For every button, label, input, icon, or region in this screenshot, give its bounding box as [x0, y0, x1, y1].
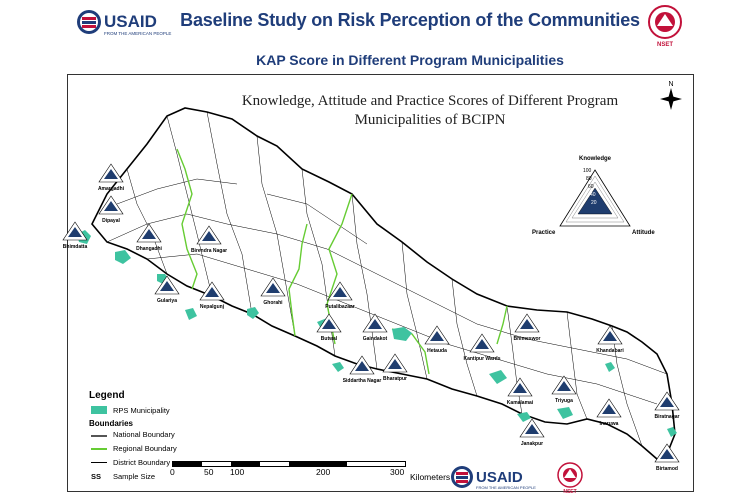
- municipality-label: Ghorahi: [263, 300, 283, 306]
- municipality-marker: [261, 278, 285, 306]
- svg-text:USAID: USAID: [104, 12, 157, 31]
- legend-ss-label: Sample Size: [113, 472, 156, 481]
- municipality-marker: [507, 378, 534, 406]
- municipality-label: Kamalamai: [506, 400, 534, 406]
- scale-unit: Kilometers: [410, 472, 451, 482]
- footer-nset-logo: [555, 462, 585, 494]
- municipality-marker: [191, 226, 227, 254]
- municipality-marker: [343, 356, 382, 384]
- municipality-label: Gaindakot: [362, 336, 388, 342]
- municipality-marker: [136, 224, 162, 252]
- municipality-marker: [155, 276, 179, 304]
- svg-text:NSET: NSET: [656, 42, 674, 48]
- municipality-marker: [596, 326, 624, 354]
- map-title-line2: Municipalities of BCIPN: [354, 112, 506, 128]
- municipality-label: Kantipur Wards: [463, 356, 501, 362]
- municipality-label: Siddartha Nagar: [342, 378, 382, 384]
- page-title: Baseline Study on Risk Perception of the Communities: [180, 10, 640, 30]
- municipality-label: Butwal: [320, 336, 338, 342]
- legend-practice-label: Practice: [532, 230, 556, 236]
- nset-logo: [645, 4, 685, 48]
- municipality-marker: [98, 164, 125, 192]
- legend-title: Legend: [89, 390, 125, 401]
- scale-tick-0: 0: [170, 467, 175, 477]
- municipality-label: Dipayal: [102, 218, 120, 224]
- scale-100: 100: [583, 168, 592, 174]
- municipality-label: Bhimeswor: [513, 336, 541, 342]
- legend-ss-key: SS: [91, 472, 102, 481]
- municipality-label: Khandabari: [596, 348, 624, 354]
- municipality-label: Triyuga: [555, 398, 573, 404]
- municipality-label: Nepalgunj: [199, 304, 225, 310]
- municipality-marker: [514, 314, 541, 342]
- municipality-marker: [655, 444, 679, 472]
- legend-national-label: National Boundary: [113, 430, 175, 439]
- municipality-marker: [425, 326, 449, 354]
- legend-regional-line: [91, 448, 107, 450]
- municipality-marker: [383, 354, 407, 382]
- municipality-marker: [654, 392, 679, 420]
- legend-boundaries-title: Boundaries: [89, 419, 134, 428]
- svg-text:NSET: NSET: [563, 489, 577, 495]
- municipality-label: Dhangadhi: [136, 246, 162, 252]
- municipality-label: Inaruwa: [599, 421, 619, 427]
- municipality-marker: [200, 282, 225, 310]
- municipality-marker: [99, 196, 123, 224]
- scale-tick-50: 50: [204, 467, 214, 477]
- municipality-marker: [63, 222, 88, 250]
- svg-text:FROM THE AMERICAN PEOPLE: FROM THE AMERICAN PEOPLE: [476, 485, 536, 490]
- municipality-label: Biratnagar: [654, 414, 680, 420]
- legend-regional-label: Regional Boundary: [113, 444, 177, 453]
- municipality-label: Janakpur: [520, 441, 544, 447]
- scale-tick-300: 300: [390, 467, 405, 477]
- legend-rps-swatch: [91, 406, 107, 414]
- legend-district-line: [91, 462, 107, 463]
- municipality-label: Amargadhi: [97, 186, 125, 192]
- municipality-marker: [463, 334, 500, 362]
- page-subtitle: KAP Score in Different Program Municipalities: [256, 52, 564, 68]
- svg-text:USAID: USAID: [476, 469, 523, 486]
- municipality-label: Hetauda: [427, 348, 447, 354]
- legend-attitude-label: Attitude: [632, 230, 655, 236]
- municipality-label: Birendra Nagar: [190, 248, 228, 254]
- municipality-marker: [552, 376, 576, 404]
- scale-tick-100: 100: [230, 467, 245, 477]
- footer-usaid-logo: [450, 464, 542, 492]
- scale-20: 20: [591, 200, 597, 206]
- svg-text:N: N: [668, 81, 674, 88]
- scale-bar: [170, 461, 410, 475]
- municipality-label: Birtamod: [656, 466, 678, 472]
- legend-knowledge-label: Knowledge: [578, 156, 612, 162]
- legend-rps-label: RPS Municipality: [113, 406, 170, 415]
- svg-text:FROM THE AMERICAN PEOPLE: FROM THE AMERICAN PEOPLE: [104, 31, 172, 36]
- municipality-marker: [597, 399, 621, 427]
- municipality-marker: [317, 314, 341, 342]
- municipality-label: Putalibazaar: [325, 304, 355, 310]
- scale-tick-200: 200: [316, 467, 331, 477]
- municipality-label: Gulariya: [156, 298, 178, 304]
- scale-80: 80: [586, 176, 592, 182]
- map-title-line1: Knowledge, Attitude and Practice Scores of Different Program: [241, 93, 619, 109]
- legend-district-label: District Boundary: [113, 458, 171, 467]
- municipality-marker: [363, 314, 388, 342]
- scale-60: 60: [588, 184, 594, 190]
- municipality-label: Bharatpur: [383, 376, 407, 382]
- scale-40: 40: [590, 192, 596, 198]
- municipality-marker: [520, 419, 544, 447]
- legend-national-line: [91, 435, 107, 437]
- municipality-label: Bhimdatta: [62, 244, 88, 250]
- municipality-marker: [325, 282, 355, 310]
